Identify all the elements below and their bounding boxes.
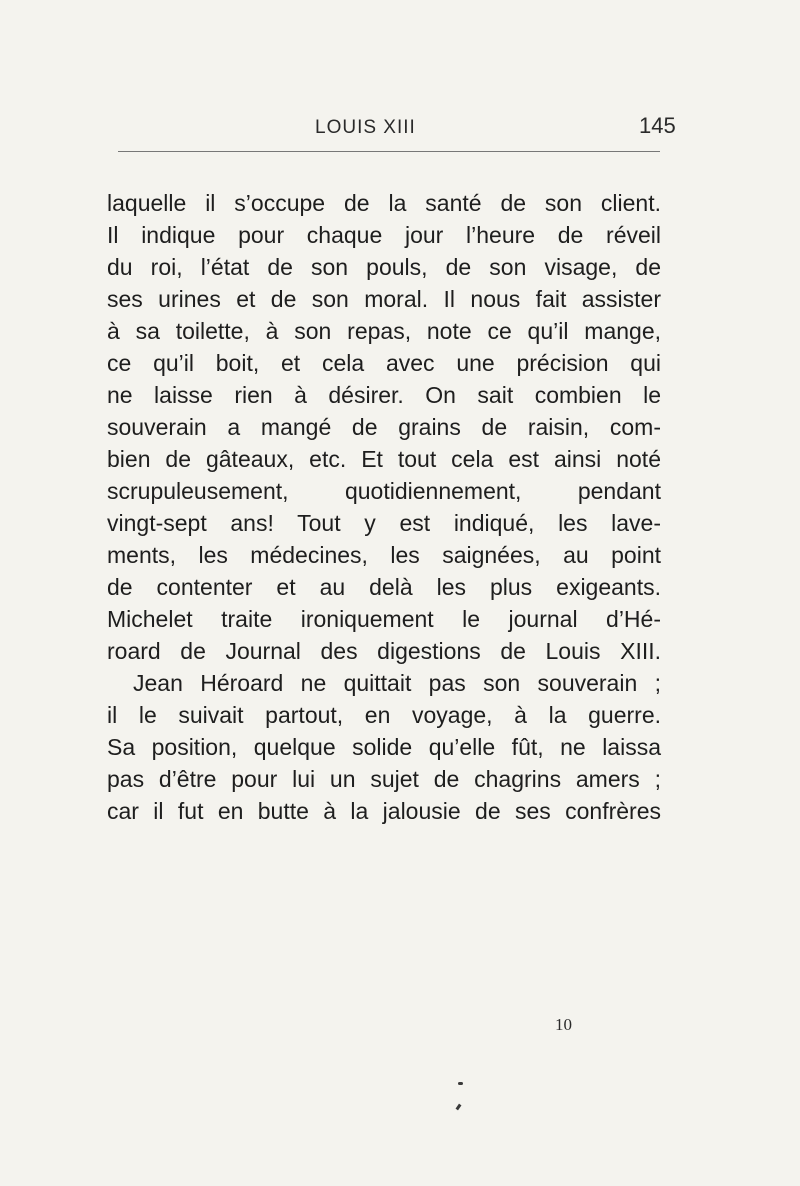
text-line: souverain a mangé de grains de raisin, com- bbox=[107, 414, 661, 440]
text-line: bien de gâteaux, etc. Et tout cela est ainsi noté bbox=[107, 446, 661, 472]
ink-speck bbox=[458, 1082, 463, 1085]
text-line: de contenter et au delà les plus exigeants. bbox=[107, 574, 661, 600]
text-line: ce qu’il boit, et cela avec une précision qui bbox=[107, 350, 661, 376]
text-line: laquelle il s’occupe de la santé de son client. bbox=[107, 190, 661, 216]
running-head bbox=[0, 113, 800, 147]
ink-speck bbox=[456, 1104, 462, 1111]
text-line: il le suivait partout, en voyage, à la guerre. bbox=[107, 702, 661, 728]
text-line: Il indique pour chaque jour l’heure de réveil bbox=[107, 222, 661, 248]
running-title: LOUIS XIII bbox=[315, 117, 416, 138]
text-line: roard de Journal des digestions de Louis XIII. bbox=[107, 638, 661, 664]
text-line: Sa position, quelque solide qu’elle fût, ne laissa bbox=[107, 734, 661, 760]
signature-mark: 10 bbox=[555, 1015, 572, 1034]
body-text bbox=[107, 187, 661, 827]
text-line: Jean Héroard ne quittait pas son souverain ; bbox=[133, 670, 661, 696]
text-line: vingt-sept ans! Tout y est indiqué, les lave- bbox=[107, 510, 661, 536]
text-line: Michelet traite ironiquement le journal d’Hé- bbox=[107, 606, 661, 632]
text-line: ne laisse rien à désirer. On sait combien le bbox=[107, 382, 661, 408]
text-line: à sa toilette, à son repas, note ce qu’il mange, bbox=[107, 318, 661, 344]
text-line: ments, les médecines, les saignées, au point bbox=[107, 542, 661, 568]
text-line: ses urines et de son moral. Il nous fait assister bbox=[107, 286, 661, 312]
header-rule bbox=[118, 151, 660, 152]
text-line: du roi, l’état de son pouls, de son visage, de bbox=[107, 254, 661, 280]
page-number: 145 bbox=[639, 113, 676, 138]
text-line: pas d’être pour lui un sujet de chagrins amers ; bbox=[107, 766, 661, 792]
text-line: scrupuleusement, quotidiennement, pendant bbox=[107, 478, 661, 504]
text-line: car il fut en butte à la jalousie de ses confrères bbox=[107, 798, 661, 824]
